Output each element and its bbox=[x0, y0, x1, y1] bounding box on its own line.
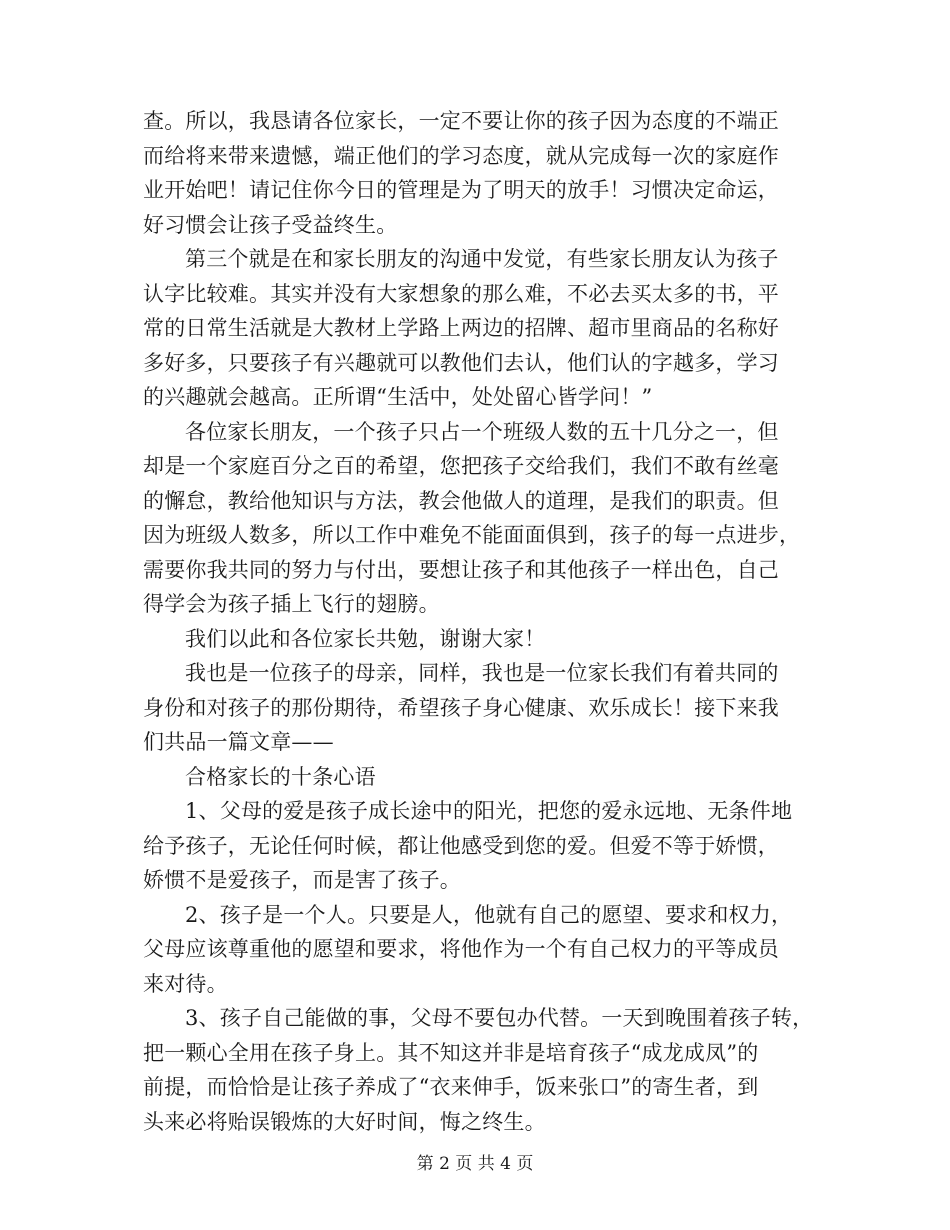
section-heading: 合格家长的十条心语 bbox=[185, 764, 376, 789]
paragraph-first-line: 第三个就是在和家长朋友的沟通中发觉，有些家长朋友认为孩子 bbox=[185, 247, 779, 271]
text-line: 得学会为孩子插上飞行的翅膀。 bbox=[143, 592, 440, 616]
paragraph-first-line: 我也是一位孩子的母亲，同样，我也是一位家长我们有着共同的 bbox=[185, 661, 779, 685]
text-line: 因为班级人数多，所以工作中难免不能面面俱到，孩子的每一点进步， bbox=[143, 523, 801, 547]
body-text bbox=[143, 104, 833, 1139]
text-line: 好习惯会让孩子受益终生。 bbox=[143, 212, 398, 237]
text-line: 却是一个家庭百分之百的希望，您把孩子交给我们，我们不敢有丝毫 bbox=[143, 454, 779, 478]
text-line: 前提，而恰恰是让孩子养成了“衣来伸手，饭来张口”的寄生者，到 bbox=[143, 1075, 759, 1099]
text-line: 需要你我共同的努力与付出，要想让孩子和其他孩子一样出色，自己 bbox=[143, 557, 779, 582]
text-line: 而给将来带来遗憾，端正他们的学习态度，就从完成每一次的家庭作 bbox=[143, 143, 779, 168]
paragraph-first-line: 1、父母的爱是孩子成长途中的阳光，把您的爱永远地、无条件地 bbox=[185, 799, 793, 823]
text-line: 把一颗心全用在孩子身上。其不知这并非是培育孩子“成龙成凤”的 bbox=[143, 1040, 759, 1065]
paragraph-first-line: 2、孩子是一个人。只要是人，他就有自己的愿望、要求和权力， bbox=[185, 902, 793, 927]
text-line: 查。所以，我恳请各位家长，一定不要让你的孩子因为态度的不端正 bbox=[143, 109, 779, 133]
text-line: 常的日常生活就是大教材上学路上两边的招牌、超市里商品的名称好 bbox=[143, 316, 779, 340]
text-line: 的懈怠，教给他知识与方法，教会他做人的道理，是我们的职责。但 bbox=[143, 488, 779, 513]
text-line: 业开始吧！请记住你今日的管理是为了明天的放手！习惯决定命运， bbox=[143, 178, 779, 202]
text-line: 来对待。 bbox=[143, 971, 228, 996]
text-line: 多好多，只要孩子有兴趣就可以教他们去认，他们认的字越多，学习 bbox=[143, 350, 779, 375]
text-line: 娇惯不是爱孩子，而是害了孩子。 bbox=[143, 868, 461, 892]
paragraph-first-line: 3、孩子自己能做的事，父母不要包办代替。一天到晚围着孩子转， bbox=[185, 1006, 814, 1030]
text-line: 头来必将贻误锻炼的大好时间，悔之终生。 bbox=[143, 1109, 546, 1134]
paragraph-first-line: 各位家长朋友，一个孩子只占一个班级人数的五十几分之一，但 bbox=[185, 419, 779, 444]
page-number-footer: 第 2 页 共 4 页 bbox=[416, 1154, 534, 1174]
text-line: 的兴趣就会越高。正所谓“生活中，处处留心皆学问！” bbox=[143, 385, 653, 409]
text-line: 父母应该尊重他的愿望和要求，将他作为一个有自己权力的平等成员 bbox=[143, 937, 779, 961]
text-line: 认字比较难。其实并没有大家想象的那么难，不必去买太多的书，平 bbox=[143, 281, 779, 306]
text-line: 给予孩子，无论任何时候，都让他感受到您的爱。但爱不等于娇惯， bbox=[143, 833, 779, 858]
text-line: 们共品一篇文章—— bbox=[143, 730, 334, 754]
text-line: 身份和对孩子的那份期待，希望孩子身心健康、欢乐成长！接下来我 bbox=[143, 695, 779, 720]
paragraph-first-line: 我们以此和各位家长共勉，谢谢大家！ bbox=[185, 626, 546, 651]
